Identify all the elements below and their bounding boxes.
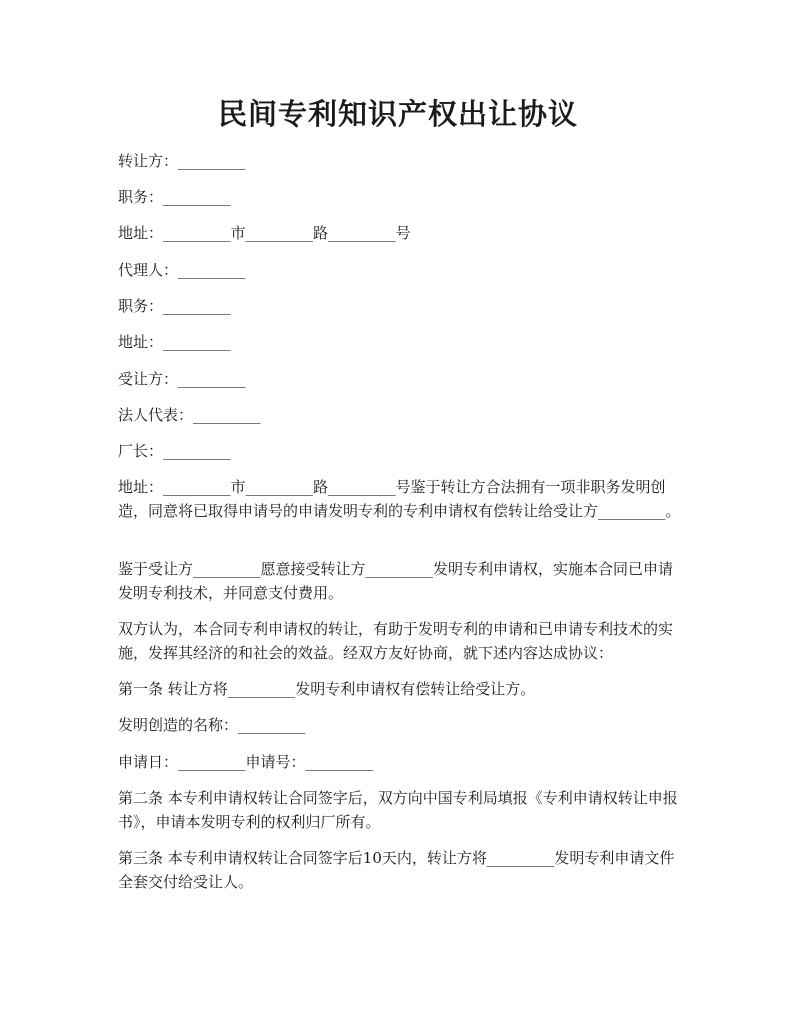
article-2-paragraph: 第二条 本专利申请权转让合同签字后，双方向中国专利局填报《专利申请权转让申报书》，申请本发明专利的权利归厂所有。 <box>118 789 678 831</box>
agent-address-line: 地址：_________ <box>118 333 231 351</box>
mutual-agreement-paragraph: 双方认为，本合同专利申请权的转让，有助于发明专利的申请和已申请专利技术的实施，发挥其经济的和社会的效益。经双方友好协商，就下述内容达成协议： <box>118 620 674 662</box>
article-1-paragraph: 第一条 转让方将_________发明专利申请权有偿转让给受让方。 <box>118 680 536 698</box>
legal-representative-line: 法人代表：_________ <box>118 406 261 424</box>
application-date-line: 申请日：_________申请号：_________ <box>118 753 374 771</box>
article-3-paragraph: 第三条 本专利申请权转让合同签字后10天内，转让方将_________发明专利申请文件全套交付给受让人。 <box>118 849 675 891</box>
transferee-line: 受让方：_________ <box>118 370 246 388</box>
agent-line: 代理人：_________ <box>118 261 246 279</box>
transferor-line: 转让方：_________ <box>118 152 246 170</box>
invention-name-line: 发明创造的名称：_________ <box>118 716 306 734</box>
address-recital-paragraph: 地址：_________市_________路_________号鉴于转让方合法拥有一项非职务发明创造，同意将已取得申请号的申请发明专利的专利申请权有偿转让给受让方_________。 <box>118 478 681 520</box>
transferor-address-line: 地址：_________市_________路_________号 <box>118 224 411 242</box>
agent-position-line: 职务：_________ <box>118 297 231 315</box>
factory-director-line: 厂长：_________ <box>118 442 231 460</box>
transferee-recital-paragraph: 鉴于受让方_________愿意接受转让方_________发明专利申请权，实施本合同已申请发明专利技术，并同意支付费用。 <box>118 560 674 602</box>
transferor-position-line: 职务：_________ <box>118 188 231 206</box>
document-title: 民间专利知识产权出让协议 <box>217 97 578 131</box>
